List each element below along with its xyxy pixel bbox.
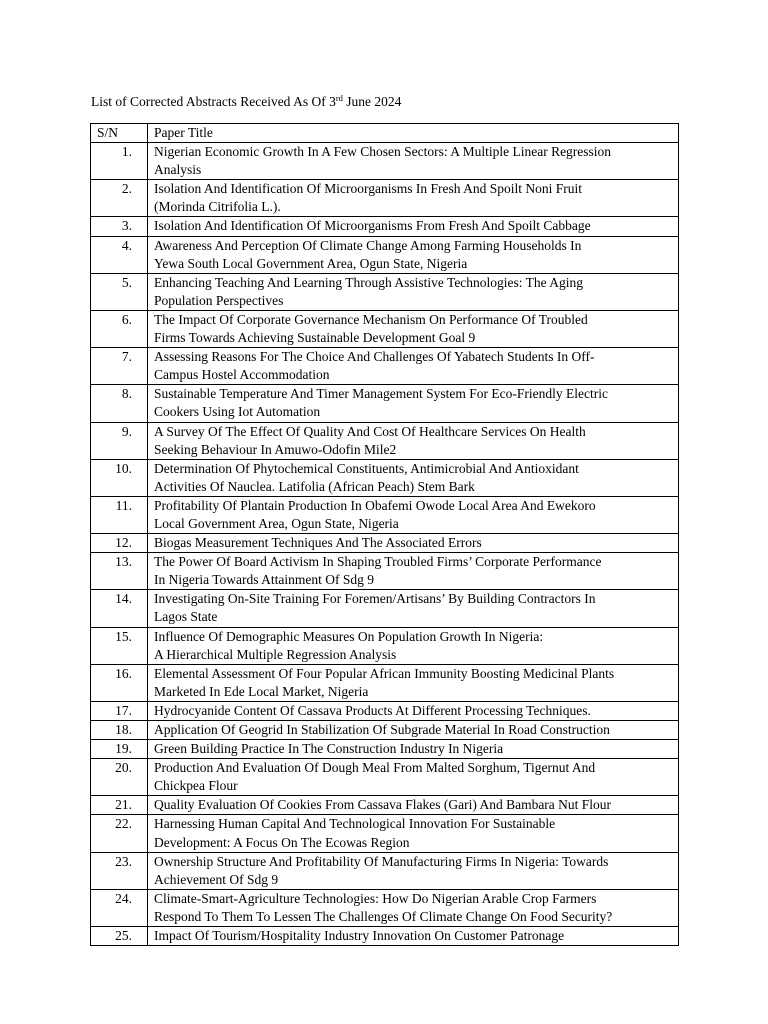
table-row bbox=[91, 796, 679, 815]
row-serial-number: 12. bbox=[91, 534, 148, 553]
row-paper-title: Assessing Reasons For The Choice And Challenges Of Yabatech Students In Off- Campus Hostel Accommodation bbox=[148, 348, 679, 385]
row-paper-title: Isolation And Identification Of Microorganisms From Fresh And Spoilt Cabbage bbox=[148, 217, 679, 236]
title-superscript: rd bbox=[335, 93, 343, 103]
row-serial-number: 9. bbox=[91, 422, 148, 459]
row-serial-number: 20. bbox=[91, 759, 148, 796]
title-text: List of Corrected Abstracts Received As Of 3 bbox=[91, 94, 336, 109]
row-paper-title: Isolation And Identification Of Microorganisms In Fresh And Spoilt Noni Fruit (Morinda Citrifolia L.). bbox=[148, 180, 679, 217]
table-row bbox=[91, 310, 679, 347]
row-serial-number: 16. bbox=[91, 664, 148, 701]
table-row bbox=[91, 217, 679, 236]
row-serial-number: 6. bbox=[91, 310, 148, 347]
row-serial-number: 17. bbox=[91, 701, 148, 720]
table-row bbox=[91, 590, 679, 627]
table-row bbox=[91, 143, 679, 180]
table-row bbox=[91, 496, 679, 533]
row-paper-title: Hydrocyanide Content Of Cassava Products At Different Processing Techniques. bbox=[148, 701, 679, 720]
table-row bbox=[91, 701, 679, 720]
row-paper-title: Biogas Measurement Techniques And The Associated Errors bbox=[148, 534, 679, 553]
row-serial-number: 21. bbox=[91, 796, 148, 815]
table-row bbox=[91, 759, 679, 796]
table-body bbox=[91, 143, 679, 946]
table-row bbox=[91, 459, 679, 496]
row-paper-title: Impact Of Tourism/Hospitality Industry Innovation On Customer Patronage bbox=[148, 927, 679, 946]
row-paper-title: Enhancing Teaching And Learning Through Assistive Technologies: The Aging Population Perspectives bbox=[148, 273, 679, 310]
abstracts-table bbox=[90, 123, 679, 946]
row-paper-title: Green Building Practice In The Construction Industry In Nigeria bbox=[148, 740, 679, 759]
row-paper-title: Sustainable Temperature And Timer Management System For Eco-Friendly Electric Cookers Using Iot Automation bbox=[148, 385, 679, 422]
row-serial-number: 8. bbox=[91, 385, 148, 422]
row-paper-title: Determination Of Phytochemical Constituents, Antimicrobial And Antioxidant Activities Of Nauclea. Latifolia (African Peach) Stem Bark bbox=[148, 459, 679, 496]
table-row bbox=[91, 534, 679, 553]
table-row bbox=[91, 385, 679, 422]
row-paper-title: Harnessing Human Capital And Technological Innovation For Sustainable Development: A Focus On The Ecowas Region bbox=[148, 815, 679, 852]
row-serial-number: 10. bbox=[91, 459, 148, 496]
table-row bbox=[91, 852, 679, 889]
row-serial-number: 1. bbox=[91, 143, 148, 180]
row-serial-number: 11. bbox=[91, 496, 148, 533]
row-serial-number: 18. bbox=[91, 721, 148, 740]
row-paper-title: A Survey Of The Effect Of Quality And Cost Of Healthcare Services On Health Seeking Behaviour In Amuwo-Odofin Mile2 bbox=[148, 422, 679, 459]
row-serial-number: 15. bbox=[91, 627, 148, 664]
row-paper-title: The Impact Of Corporate Governance Mechanism On Performance Of Troubled Firms Towards Achieving Sustainable Development Goal 9 bbox=[148, 310, 679, 347]
table-row bbox=[91, 721, 679, 740]
row-serial-number: 23. bbox=[91, 852, 148, 889]
row-paper-title: Influence Of Demographic Measures On Population Growth In Nigeria: A Hierarchical Multiple Regression Analysis bbox=[148, 627, 679, 664]
row-paper-title: Elemental Assessment Of Four Popular African Immunity Boosting Medicinal Plants Marketed In Ede Local Market, Nigeria bbox=[148, 664, 679, 701]
row-serial-number: 25. bbox=[91, 927, 148, 946]
row-paper-title: Production And Evaluation Of Dough Meal From Malted Sorghum, Tigernut And Chickpea Flour bbox=[148, 759, 679, 796]
row-serial-number: 3. bbox=[91, 217, 148, 236]
row-paper-title: Investigating On-Site Training For Foremen/Artisans’ By Building Contractors In Lagos State bbox=[148, 590, 679, 627]
document-title bbox=[91, 93, 401, 111]
row-paper-title: Nigerian Economic Growth In A Few Chosen Sectors: A Multiple Linear Regression Analysis bbox=[148, 143, 679, 180]
title-date-text: June 2024 bbox=[342, 94, 402, 109]
row-serial-number: 13. bbox=[91, 553, 148, 590]
row-paper-title: Quality Evaluation Of Cookies From Cassava Flakes (Gari) And Bambara Nut Flour bbox=[148, 796, 679, 815]
column-header-sn: S/N bbox=[91, 124, 148, 143]
table-row bbox=[91, 422, 679, 459]
table-row bbox=[91, 273, 679, 310]
row-serial-number: 5. bbox=[91, 273, 148, 310]
row-serial-number: 2. bbox=[91, 180, 148, 217]
table-row bbox=[91, 348, 679, 385]
row-paper-title: The Power Of Board Activism In Shaping Troubled Firms’ Corporate Performance In Nigeria Towards Attainment Of Sdg 9 bbox=[148, 553, 679, 590]
table-header-row bbox=[91, 124, 679, 143]
row-serial-number: 7. bbox=[91, 348, 148, 385]
table-row bbox=[91, 815, 679, 852]
table-row bbox=[91, 553, 679, 590]
row-serial-number: 4. bbox=[91, 236, 148, 273]
row-paper-title: Awareness And Perception Of Climate Change Among Farming Households In Yewa South Local Government Area, Ogun State, Nigeria bbox=[148, 236, 679, 273]
table-row bbox=[91, 664, 679, 701]
row-serial-number: 22. bbox=[91, 815, 148, 852]
column-header-paper-title: Paper Title bbox=[148, 124, 679, 143]
table-row bbox=[91, 627, 679, 664]
row-serial-number: 24. bbox=[91, 889, 148, 926]
row-serial-number: 14. bbox=[91, 590, 148, 627]
row-paper-title: Ownership Structure And Profitability Of Manufacturing Firms In Nigeria: Towards Achievement Of Sdg 9 bbox=[148, 852, 679, 889]
row-paper-title: Application Of Geogrid In Stabilization Of Subgrade Material In Road Construction bbox=[148, 721, 679, 740]
row-paper-title: Profitability Of Plantain Production In Obafemi Owode Local Area And Ewekoro Local Government Area, Ogun State, Nigeria bbox=[148, 496, 679, 533]
table-row bbox=[91, 927, 679, 946]
row-serial-number: 19. bbox=[91, 740, 148, 759]
table-row bbox=[91, 889, 679, 926]
table-row bbox=[91, 180, 679, 217]
table-row bbox=[91, 236, 679, 273]
table-row bbox=[91, 740, 679, 759]
row-paper-title: Climate-Smart-Agriculture Technologies: How Do Nigerian Arable Crop Farmers Respond To Them To Lessen The Challenges Of Climate Change On Food Security? bbox=[148, 889, 679, 926]
